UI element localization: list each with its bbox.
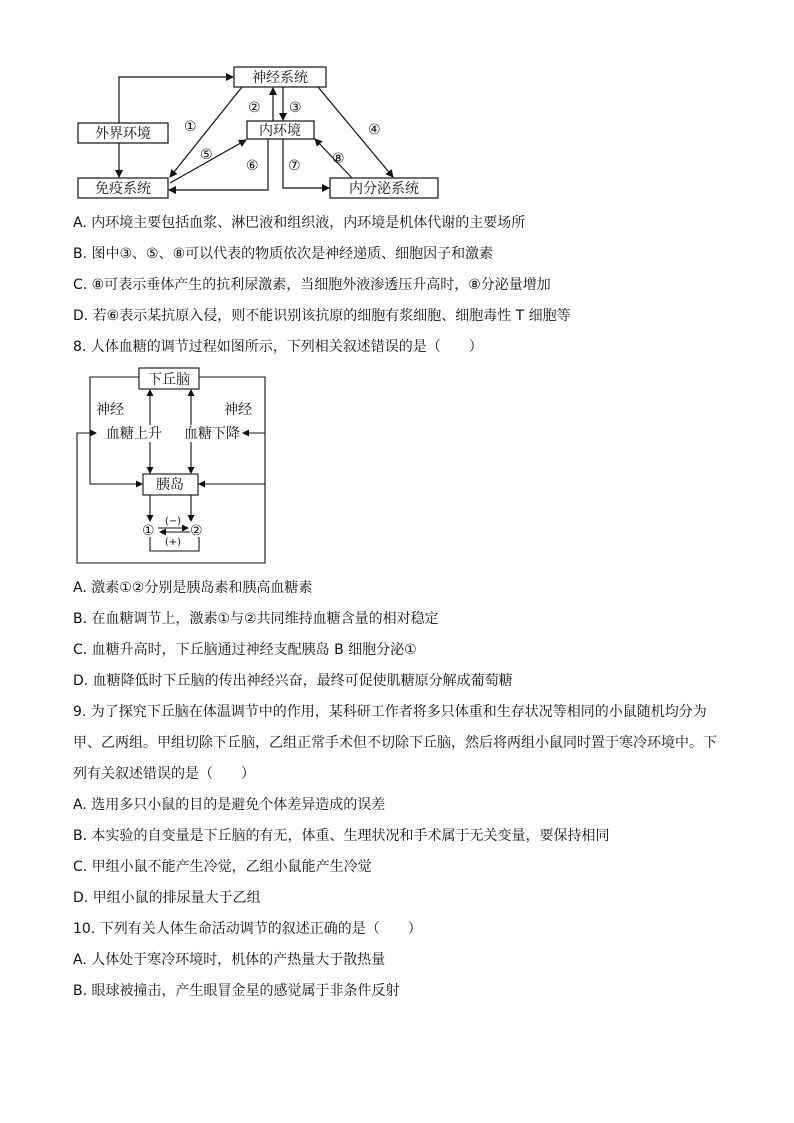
glucose-down-label: 血糖下降 xyxy=(184,426,240,442)
q9-option-b: B. 本实验的自变量是下丘脑的有无，体重、生理状况和手术属于无关变量，要保持相同 xyxy=(73,828,610,844)
glucose-up-label: 血糖上升 xyxy=(106,426,162,442)
q8-option-d: D. 血糖降低时下丘脑的传出神经兴奋，最终可促使肌糖原分解成葡萄糖 xyxy=(73,673,513,689)
q7-option-b: B. 图中③、⑤、⑧可以代表的物质依次是神经递质、细胞因子和激素 xyxy=(73,246,494,262)
q7-option-d: D. 若⑥表示某抗原入侵，则不能识别该抗原的细胞有浆细胞、细胞毒性 T 细胞等 xyxy=(73,308,571,324)
label-2: ② xyxy=(248,100,261,116)
label-8: ⑧ xyxy=(332,151,345,167)
islet-label: 胰岛 xyxy=(156,477,184,493)
label-1: ① xyxy=(184,119,197,135)
arrow-4-nervous-to-endocrine xyxy=(318,87,393,177)
endocrine-system-label: 内分泌系统 xyxy=(349,181,419,197)
q8-option-a: A. 激素①②分别是胰岛素和胰高血糖素 xyxy=(73,580,313,596)
nerve-left-label: 神经 xyxy=(96,402,124,418)
internal-env-label: 内环境 xyxy=(259,123,301,139)
q9-option-a: A. 选用多只小鼠的目的是避免个体差异造成的误差 xyxy=(73,797,386,813)
q7-option-a: A. 内环境主要包括血浆、淋巴液和组织液，内环境是机体代谢的主要场所 xyxy=(73,215,526,231)
q8-option-c: C. 血糖升高时，下丘脑通过神经支配胰岛 B 细胞分泌① xyxy=(73,642,417,658)
label-5: ⑤ xyxy=(200,147,213,163)
q9-stem-line-2: 甲、乙两组。甲组切除下丘脑，乙组正常手术但不切除下丘脑，然后将两组小鼠同时置于寒冷环境中。下 xyxy=(73,735,717,751)
nerve-right-label: 神经 xyxy=(224,402,252,418)
q10-option-b: B. 眼球被撞击，产生眼冒金星的感觉属于非条件反射 xyxy=(73,983,400,999)
regulation-network-diagram xyxy=(0,0,794,205)
arrow-external-to-nervous xyxy=(119,77,233,123)
label-7: ⑦ xyxy=(288,158,301,174)
q8-stem: 8. 人体血糖的调节过程如图所示，下列相关叙述错误的是（ ） xyxy=(73,339,483,355)
hormone-1-label: ① xyxy=(142,523,155,539)
label-4: ④ xyxy=(368,122,381,138)
label-3: ③ xyxy=(289,100,302,116)
nervous-system-label: 神经系统 xyxy=(252,70,308,86)
q9-option-c: C. 甲组小鼠不能产生冷觉，乙组小鼠能产生冷觉 xyxy=(73,859,372,875)
arrow-1-nervous-to-immune xyxy=(170,87,242,177)
external-env-label: 外界环境 xyxy=(95,126,151,142)
hypothalamus-label: 下丘脑 xyxy=(148,372,190,388)
blood-glucose-diagram xyxy=(0,360,794,565)
q9-stem-line-3: 列有关叙述错误的是（ ） xyxy=(73,766,255,782)
immune-system-label: 免疫系统 xyxy=(95,181,151,197)
q10-option-a: A. 人体处于寒冷环境时，机体的产热量大于散热量 xyxy=(73,952,386,968)
q7-option-c: C. ⑧可表示垂体产生的抗利尿激素，当细胞外液渗透压升高时，⑧分泌量增加 xyxy=(73,277,551,293)
hormone-2-label: ② xyxy=(190,523,203,539)
label-6: ⑥ xyxy=(246,158,259,174)
q9-option-d: D. 甲组小鼠的排尿量大于乙组 xyxy=(73,890,261,906)
q8-option-b: B. 在血糖调节上，激素①与②共同维持血糖含量的相对稳定 xyxy=(73,611,439,627)
minus-label: (−) xyxy=(164,516,182,527)
plus-label: (+) xyxy=(164,537,182,548)
q10-stem: 10. 下列有关人体生命活动调节的叙述正确的是（ ） xyxy=(73,921,422,937)
q9-stem-line-1: 9. 为了探究下丘脑在体温调节中的作用，某科研工作者将多只体重和生存状况等相同的小鼠随机均分为 xyxy=(73,704,707,720)
